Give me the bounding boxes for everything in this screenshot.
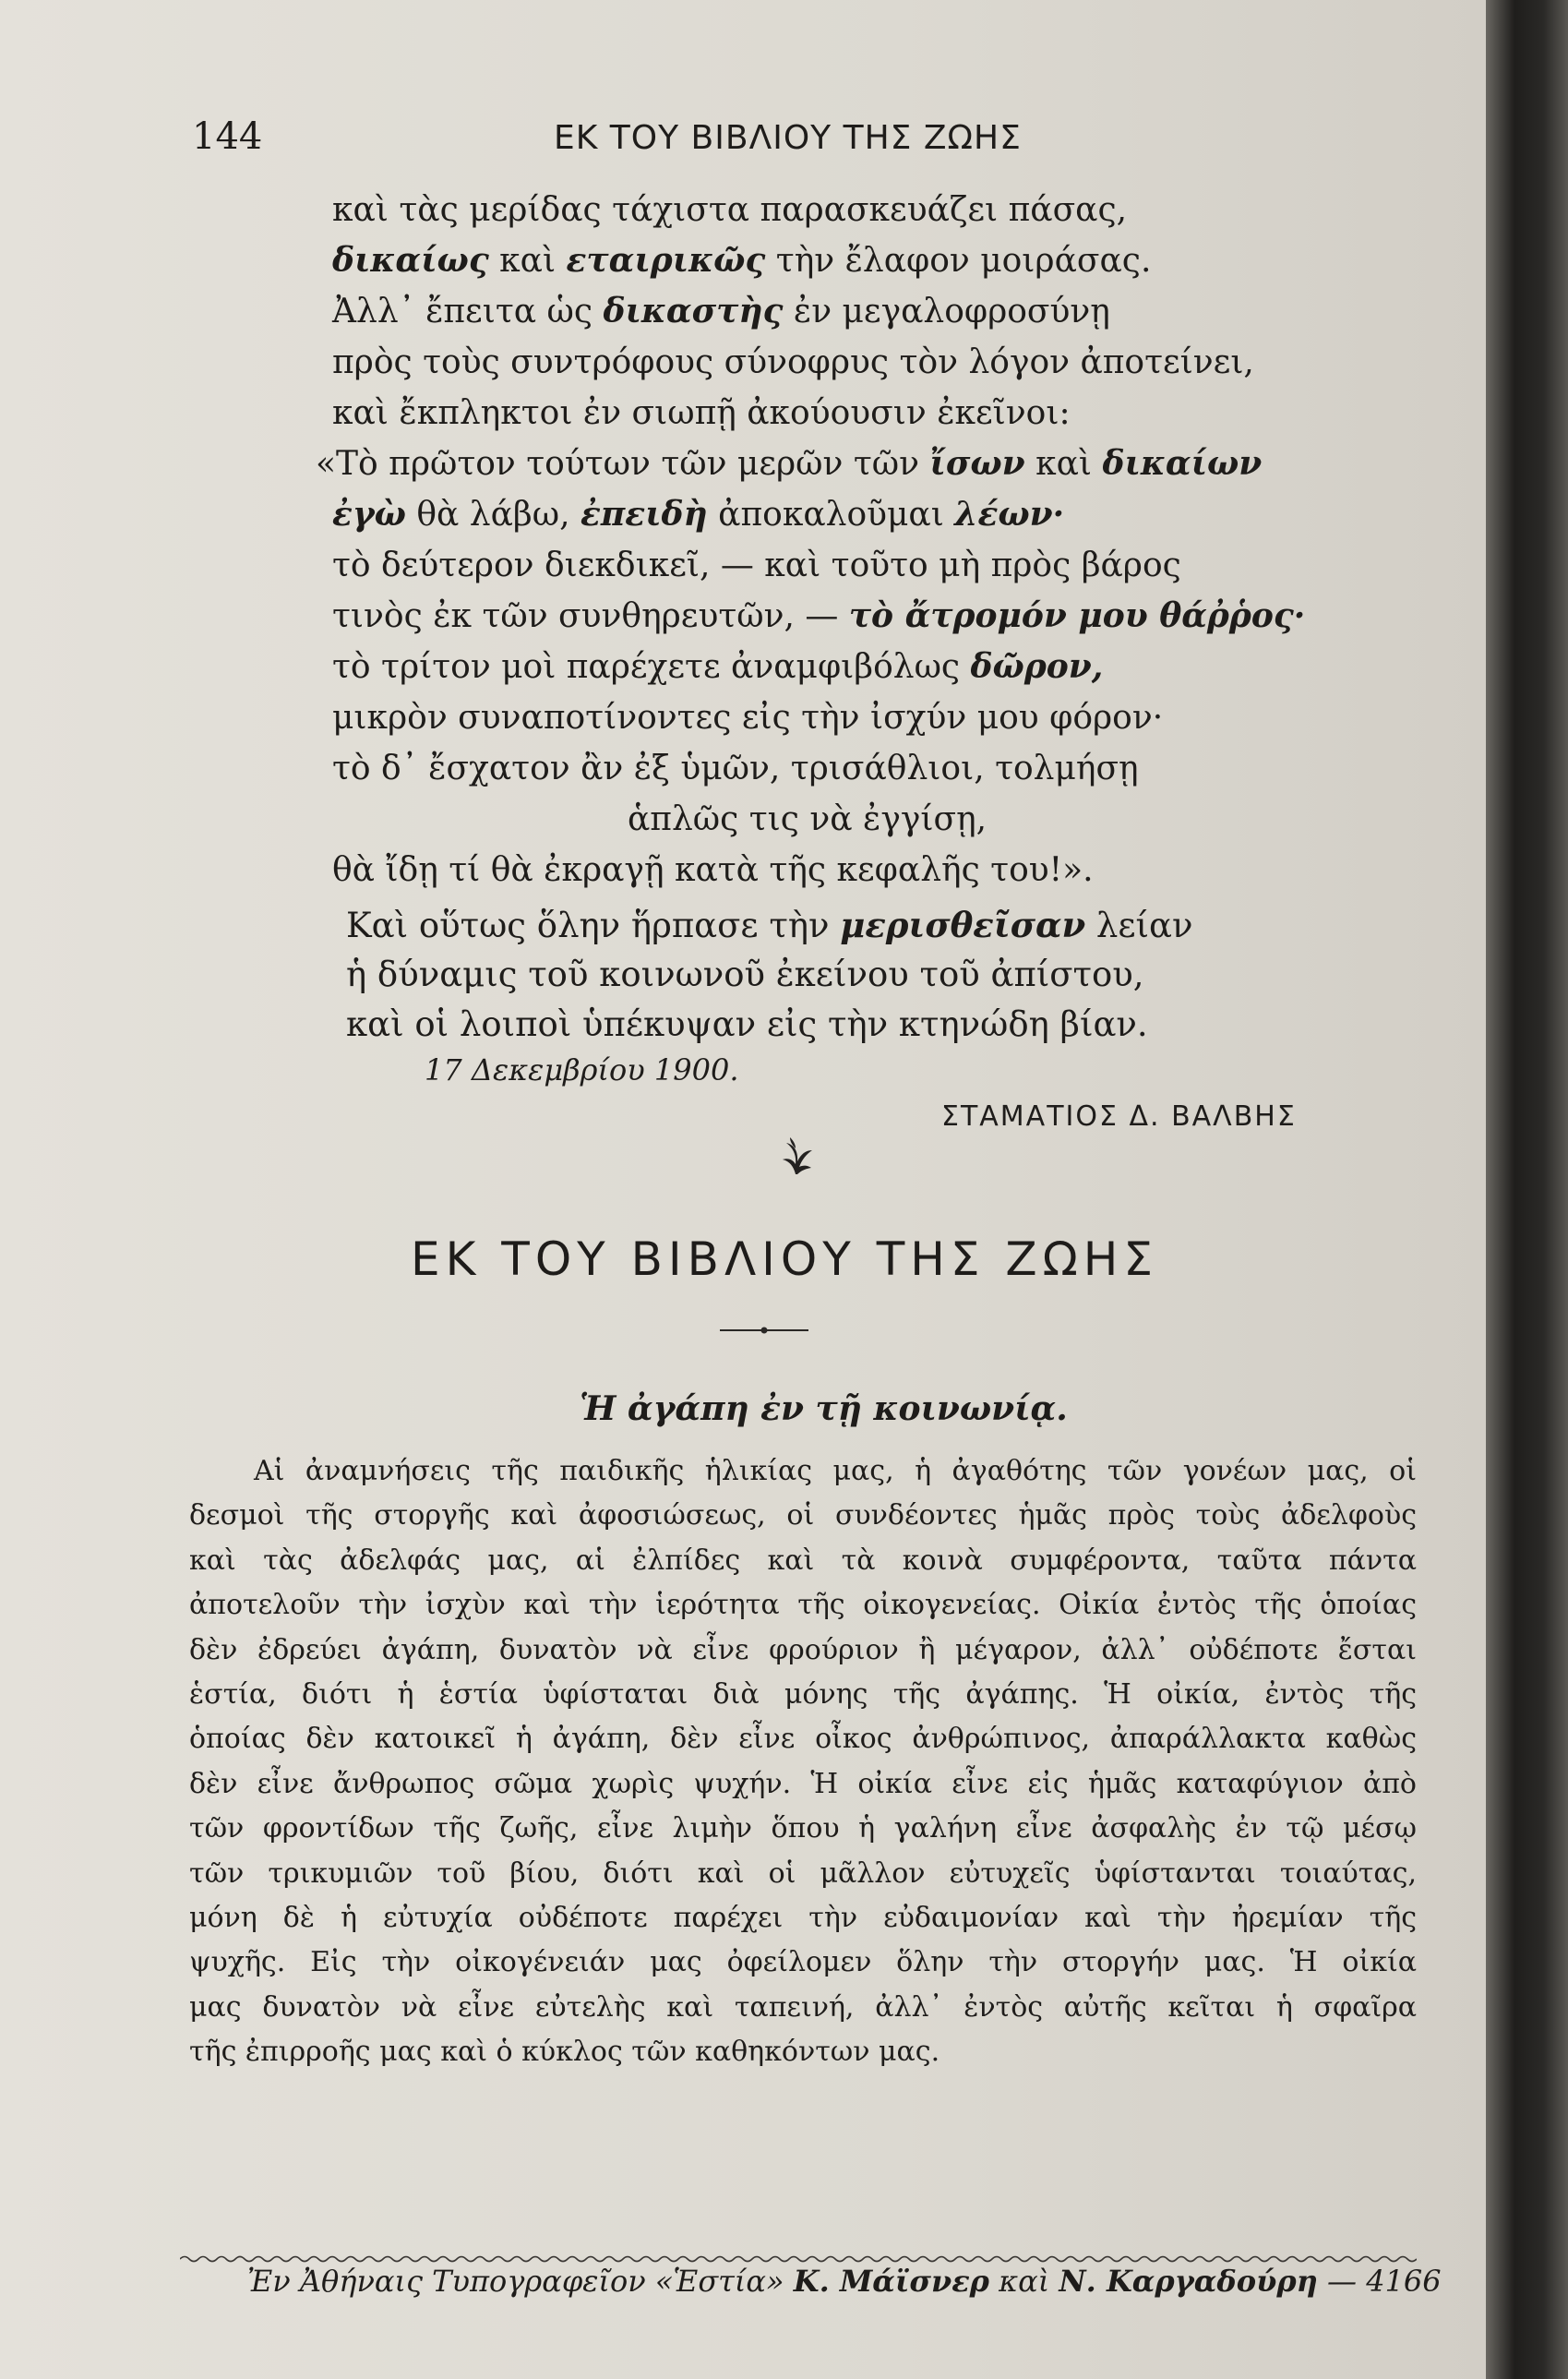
poem-stanza-2 — [346, 900, 1361, 1050]
poem-line: μικρὸν συναποτίνοντες εἰς τὴν ἰσχύν μου φόρον· — [332, 699, 1164, 737]
poem-line: καὶ τὰς μερίδας τάχιστα παρασκευάζει πάσας, — [332, 191, 1128, 229]
poem-line: ἁπλῶς τις νὰ ἐγγίσῃ, — [628, 800, 987, 838]
poem-stanza-1 — [316, 185, 1347, 895]
prose-line: τῆς ἐπιρροῆς μας καὶ ὁ κύκλος τῶν καθηκόντων μας. — [189, 2036, 940, 2069]
poem-line: πρὸς τοὺς συντρόφους σύνοφρυς τὸν λόγον ἀποτείνει, — [332, 343, 1254, 381]
poem-line: ἐγὼ θὰ λάβω, ἐπειδὴ ἀποκαλοῦμαι λέων· — [332, 495, 1065, 534]
prose-line: ἀποτελοῦν τὴν ἰσχὺν καὶ τὴν ἱερότητα τῆς οἰκογενείας. Οἰκία ἐντὸς τῆς ὁποίας — [189, 1589, 1417, 1622]
prose-line: ψυχῆς. Εἰς τὴν οἰκογένειάν μας ὀφείλομεν ὅλην τὴν στοργήν μας. Ἡ οἰκία — [189, 1946, 1417, 1979]
poem-line: Ἀλλ᾽ ἔπειτα ὡς δικαστὴς ἐν μεγαλοφροσύνῃ — [332, 292, 1110, 330]
prose-line: μόνη δὲ ἡ εὐτυχία οὐδέποτε παρέχει τὴν εὐδαιμονίαν καὶ τὴν ἠρεμίαν τῆς — [189, 1901, 1417, 1934]
section-title: ΕΚ ΤΟΥ ΒΙΒΛΙΟΥ ΤΗΣ ΖΩΗΣ — [411, 1232, 1158, 1286]
book-spine-shadow — [1486, 0, 1568, 2379]
page-number: 144 — [192, 115, 263, 158]
prose-paragraph — [189, 1449, 1417, 2074]
prose-line: δὲν εἶνε ἄνθρωπος σῶμα χωρὶς ψυχήν. Ἡ οἰκία εἶνε εἰς ἡμᾶς καταφύγιον ἀπὸ — [189, 1767, 1417, 1800]
page-header — [0, 115, 1495, 171]
printer-imprint: Ἐν Ἀθήναις Τυπογραφεῖον «Ἑστία» Κ. Μάϊσνερ καὶ Ν. Καργαδούρη — 4166 — [247, 2264, 1442, 2299]
poem-line: τὸ τρίτον μοὶ παρέχετε ἀναμφιβόλως δῶρον, — [332, 647, 1104, 686]
prose-line: τῶν τρικυμιῶν τοῦ βίου, διότι καὶ οἱ μᾶλλον εὐτυχεῖς ὑφίστανται τοιαύτας, — [189, 1856, 1417, 1890]
poem-line: τινὸς ἐκ τῶν συνθηρευτῶν, — τὸ ἄτρομόν μου θάῤῥος· — [332, 596, 1306, 635]
prose-line: δεσμοὶ τῆς στοργῆς καὶ ἀφοσιώσεως, οἱ συνδέοντες ἡμᾶς πρὸς τοὺς ἀδελφοὺς — [189, 1499, 1417, 1532]
prose-line: τῶν φροντίδων τῆς ζωῆς, εἶνε λιμὴν ὅπου ἡ γαλήνη εἶνε ἀσφαλὴς ἐν τῷ μέσῳ — [189, 1812, 1417, 1845]
poem-line: τὸ δ᾽ ἔσχατον ἂν ἐξ ὑμῶν, τρισάθλιοι, τολμήσῃ — [332, 750, 1139, 787]
prose-line: δὲν ἐδρεύει ἀγάπη, δυνατὸν νὰ εἶνε φρούριον ἢ μέγαρον, ἀλλ᾽ οὐδέποτε ἔσται — [189, 1633, 1417, 1666]
prose-line: Αἱ ἀναμνήσεις τῆς παιδικῆς ἡλικίας μας, ἡ ἀγαθότης τῶν γονέων μας, οἱ — [254, 1455, 1417, 1487]
poem-date: 17 Δεκεμβρίου 1900. — [425, 1052, 739, 1087]
poem-line: Καὶ οὕτως ὅλην ἥρπασε τὴν μερισθεῖσαν λείαν — [346, 905, 1193, 945]
poem-line: καὶ ἔκπληκτοι ἐν σιωπῇ ἀκούουσιν ἐκεῖνοι: — [332, 394, 1071, 432]
prose-line: ἑστία, διότι ἡ ἑστία ὑφίσταται διὰ μόνης τῆς ἀγάπης. Ἡ οἰκία, ἐντὸς τῆς — [189, 1677, 1417, 1711]
poem-line: δικαίως καὶ εταιρικῶς τὴν ἔλαφον μοιράσας. — [332, 241, 1152, 280]
prose-line: ὁποίας δὲν κατοικεῖ ἡ ἀγάπη, δὲν εἶνε οἶκος ἀνθρώπινος, ἀπαράλλακτα καθὼς — [189, 1723, 1417, 1756]
prose-line: μας δυνατὸν νὰ εἶνε εὐτελὴς καὶ ταπεινή, ἀλλ᾽ ἐντὸς αὐτῆς κεῖται ἡ σφαῖρα — [189, 1990, 1417, 2024]
poem-line: ἡ δύναμις τοῦ κοινωνοῦ ἐκείνου τοῦ ἀπίστου, — [346, 955, 1144, 994]
author-signature: ΣΤΑΜΑΤΙΟΣ Δ. ΒΑΛΒΗΣ — [941, 1100, 1297, 1133]
running-title: ΕΚ ΤΟΥ ΒΙΒΛΙΟΥ ΤΗΣ ΖΩΗΣ — [554, 119, 1022, 157]
prose-line: καὶ τὰς ἀδελφάς μας, αἱ ἐλπίδες καὶ τὰ κοινὰ συμφέροντα, ταῦτα πάντα — [189, 1544, 1417, 1577]
poem-line: καὶ οἱ λοιποὶ ὑπέκυψαν εἰς τὴν κτηνώδη βίαν. — [346, 1004, 1148, 1044]
leaf-ornament-icon — [777, 1134, 814, 1176]
section-subtitle: Ἡ ἀγάπη ἐν τῇ κοινωνίᾳ. — [580, 1389, 1068, 1428]
section-divider — [718, 1325, 810, 1336]
poem-line: τὸ δεύτερον διεκδικεῖ, — καὶ τοῦτο μὴ πρὸς βάρος — [332, 547, 1181, 584]
poem-line: «Τὸ πρῶτον τούτων τῶν μερῶν τῶν ἴσων καὶ δικαίων — [316, 444, 1263, 483]
poem-line: θὰ ἴδῃ τί θὰ ἐκραγῇ κατὰ τῆς κεφαλῆς του!». — [332, 851, 1094, 889]
